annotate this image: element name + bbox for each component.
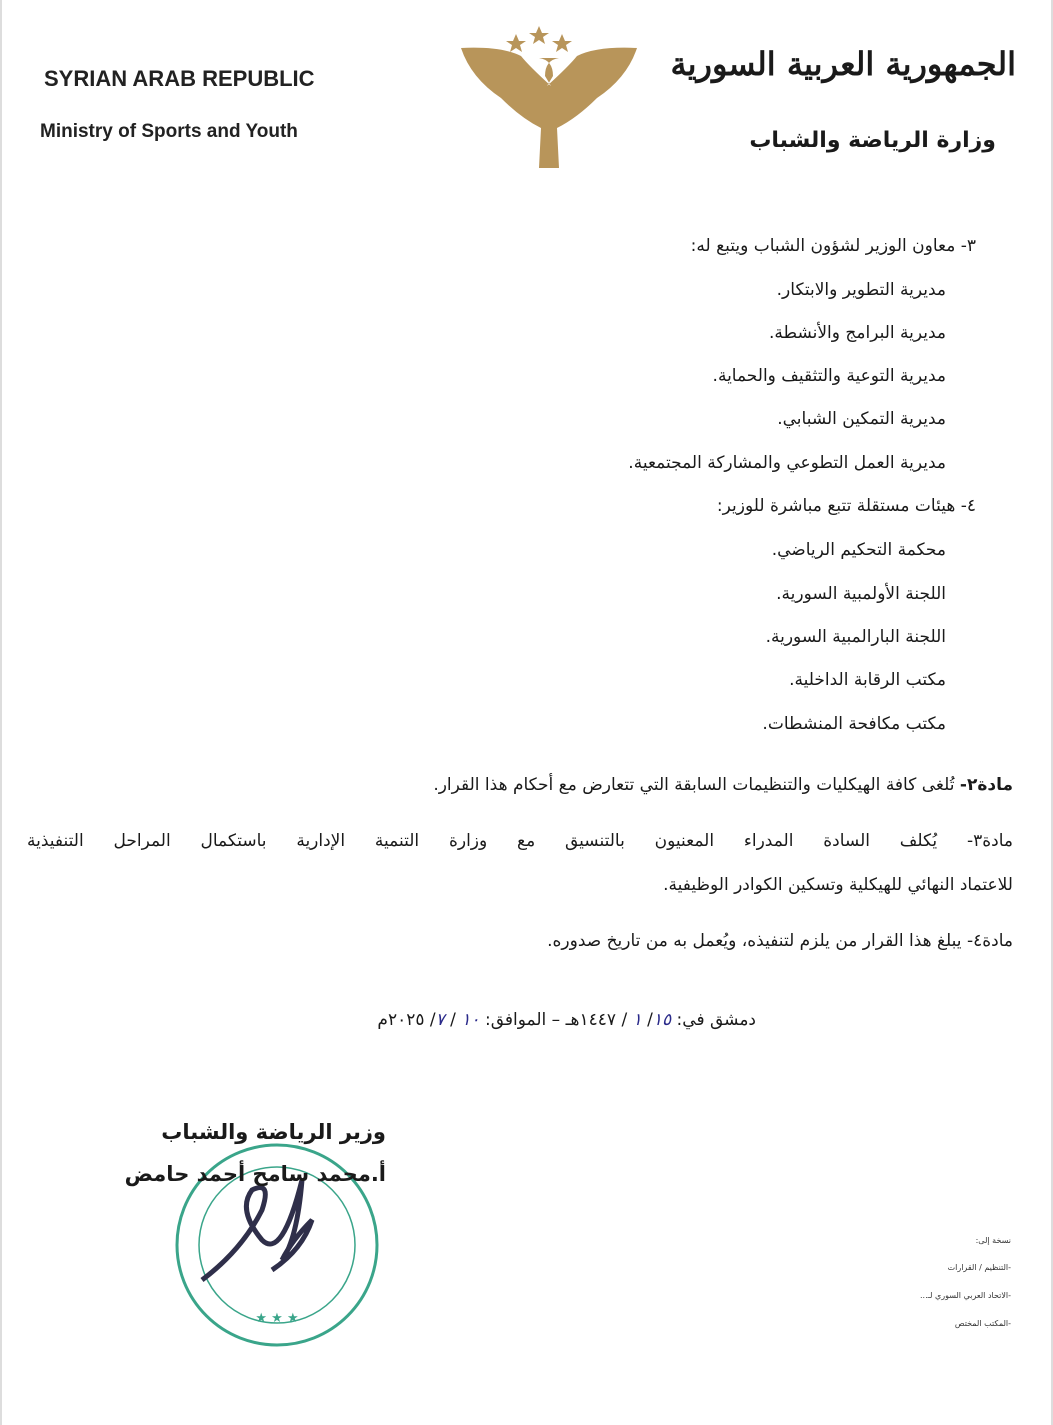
section-4-item: مكتب مكافحة المنشطات. bbox=[762, 714, 946, 734]
signatory-title: وزير الرياضة والشباب bbox=[161, 1120, 386, 1144]
gregorian-year: ٢٠٢٥م bbox=[377, 1010, 425, 1030]
hijri-year: ١٤٤٧هـ bbox=[565, 1010, 617, 1030]
date-prefix: دمشق في: bbox=[676, 1010, 756, 1030]
article-2-text: تُلغى كافة الهيكليات والتنظيمات السابقة التي تتعارض مع أحكام هذا القرار. bbox=[433, 775, 955, 795]
arabic-country: الجمهورية العربية السورية bbox=[670, 45, 1016, 83]
handwritten-signature-icon bbox=[192, 1170, 322, 1300]
article-4-label: مادة٤- bbox=[966, 931, 1013, 951]
hijri-month: ١ bbox=[632, 1010, 642, 1030]
article-4-text: يبلغ هذا القرار من يلزم لتنفيذه، ويُعمل به من تاريخ صدوره. bbox=[547, 931, 962, 951]
signatory-name: أ.محمد سامح أحمد حامض bbox=[124, 1162, 386, 1186]
english-ministry: Ministry of Sports and Youth bbox=[40, 121, 298, 142]
section-4-item: اللجنة البارالمبية السورية. bbox=[765, 627, 946, 647]
article-3-text: يُكلف السادة المدراء المعنيون بالتنسيق مع وزارة التنمية الإدارية باستكمال المراحل التنفيذية bbox=[27, 831, 938, 851]
section-3-item: مديرية البرامج والأنشطة. bbox=[769, 323, 946, 343]
hijri-day: ١٥ bbox=[652, 1010, 672, 1030]
copies-label: نسخة إلى: bbox=[975, 1236, 1011, 1245]
english-country: SYRIAN ARAB REPUBLIC bbox=[44, 66, 315, 91]
article-4 bbox=[547, 931, 1013, 951]
section-4-item: مكتب الرقابة الداخلية. bbox=[789, 670, 946, 690]
article-3-continued: للاعتماد النهائي للهيكلية وتسكين الكوادر الوظيفية. bbox=[663, 875, 1013, 895]
arabic-ministry: وزارة الرياضة والشباب bbox=[749, 128, 996, 153]
copy-recipient: -التنظيم / القرارات bbox=[947, 1263, 1011, 1272]
section-4-item: اللجنة الأولمبية السورية. bbox=[776, 584, 946, 604]
gregorian-day: ١٠ bbox=[461, 1010, 480, 1030]
stamp-text: ★ ★ ★ bbox=[255, 1311, 299, 1326]
section-3-item: مديرية التمكين الشبابي. bbox=[777, 409, 946, 429]
date-line: دمشق في: ١٥/ ١ / ١٤٤٧هـ – الموافق: ١٠ / ٧/ ٢٠٢٥م bbox=[377, 1010, 756, 1030]
copy-recipient: -الاتحاد العربي السوري لـ... bbox=[920, 1291, 1011, 1300]
section-3-item: مديرية التطوير والابتكار. bbox=[776, 280, 946, 300]
section-3-title: ٣- معاون الوزير لشؤون الشباب ويتبع له: bbox=[690, 236, 976, 256]
gregorian-month: ٧ bbox=[435, 1010, 445, 1030]
article-3 bbox=[27, 831, 1013, 851]
copy-recipient: -المكتب المختص bbox=[954, 1319, 1011, 1328]
article-2 bbox=[433, 775, 1013, 795]
section-4-title: ٤- هيئات مستقلة تتبع مباشرة للوزير: bbox=[716, 496, 976, 516]
section-4-item: محكمة التحكيم الرياضي. bbox=[771, 540, 946, 560]
article-3-label: مادة٣- bbox=[966, 831, 1013, 851]
section-3-item: مديرية العمل التطوعي والمشاركة المجتمعية. bbox=[628, 453, 946, 473]
date-separator: – الموافق: bbox=[484, 1010, 561, 1030]
eagle-emblem-icon bbox=[434, 22, 644, 172]
article-2-label: مادة٢- bbox=[959, 775, 1013, 795]
section-3-item: مديرية التوعية والتثقيف والحماية. bbox=[712, 366, 946, 386]
